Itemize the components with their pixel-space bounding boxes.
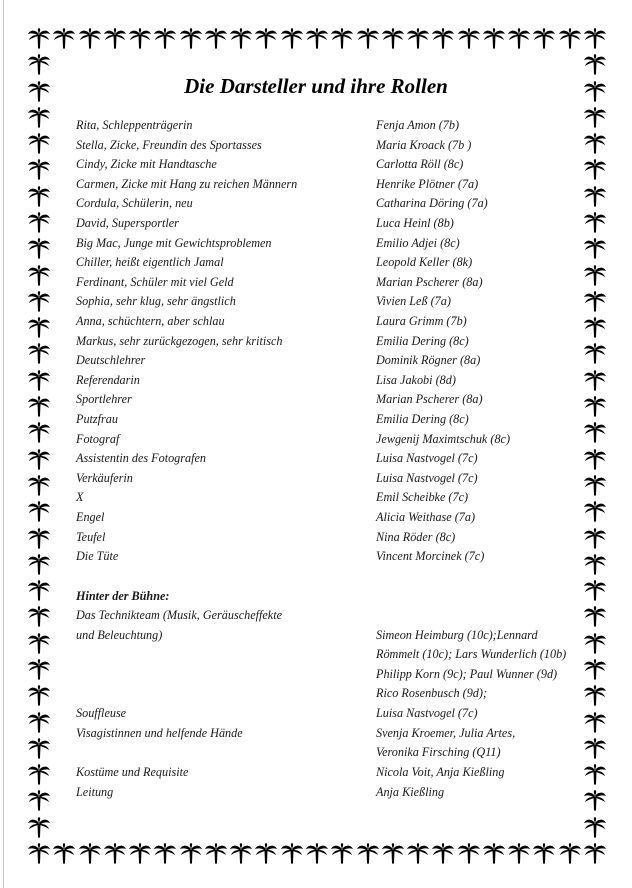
actor-name: Vivien Leß (7a) bbox=[376, 294, 451, 308]
actor-name: Luca Heinl (8b) bbox=[376, 216, 454, 230]
palm-tree-icon bbox=[230, 28, 252, 49]
page-title: Die Darsteller und ihre Rollen bbox=[184, 74, 448, 98]
palm-tree-icon bbox=[28, 554, 50, 575]
role-name: Sophia, sehr klug, sehr ängstlich bbox=[76, 294, 236, 308]
actor-name: Henrike Plötner (7a) bbox=[376, 177, 479, 191]
palm-tree-icon bbox=[584, 843, 606, 864]
role-name: Deutschlehrer bbox=[76, 353, 146, 367]
palm-tree-icon bbox=[584, 107, 606, 128]
palm-tree-icon bbox=[28, 291, 50, 312]
palm-tree-icon bbox=[584, 28, 606, 49]
visagisten-actor-line1: Svenja Kroemer, Julia Artes, bbox=[376, 726, 516, 740]
palm-tree-icon bbox=[584, 554, 606, 575]
palm-tree-icon bbox=[129, 843, 151, 864]
palm-tree-icon bbox=[28, 738, 50, 759]
actor-name: Alicia Weithase (7a) bbox=[376, 510, 476, 524]
palm-tree-icon bbox=[28, 133, 50, 154]
palm-tree-icon bbox=[255, 843, 277, 864]
souffleuse-actor: Luisa Nastvogel (7c) bbox=[376, 706, 478, 720]
role-name: Ferdinant, Schüler mit viel Geld bbox=[76, 275, 234, 289]
role-name: Anna, schüchtern, aber schlau bbox=[76, 314, 225, 328]
role-name: Assistentin des Fotografen bbox=[76, 451, 206, 465]
role-name: Engel bbox=[76, 510, 105, 524]
palm-tree-icon bbox=[458, 28, 480, 49]
technik-role-line1: Das Technikteam (Musik, Geräuscheffekte bbox=[76, 608, 283, 622]
palm-tree-icon bbox=[255, 28, 277, 49]
palm-tree-icon bbox=[79, 28, 101, 49]
palm-tree-icon bbox=[584, 133, 606, 154]
palm-tree-icon bbox=[331, 28, 353, 49]
palm-tree-icon bbox=[28, 370, 50, 391]
actor-name: Emilia Dering (8c) bbox=[376, 334, 469, 348]
technik-actor-line: Römmelt (10c); Lars Wunderlich (10b) bbox=[376, 647, 567, 661]
role-name: Teufel bbox=[76, 530, 106, 544]
palm-tree-icon bbox=[53, 843, 75, 864]
palm-tree-icon bbox=[584, 238, 606, 259]
palm-tree-icon bbox=[584, 501, 606, 522]
visagisten-role: Visagistinnen und helfende Hände bbox=[76, 726, 243, 740]
palm-tree-icon bbox=[584, 54, 606, 75]
palm-tree-icon bbox=[584, 528, 606, 549]
palm-tree-icon bbox=[28, 265, 50, 286]
palm-tree-icon bbox=[180, 843, 202, 864]
palm-tree-icon bbox=[584, 370, 606, 391]
actor-name: Luisa Nastvogel (7c) bbox=[376, 471, 478, 485]
technik-actor-line: Rico Rosenbusch (9d); bbox=[376, 686, 488, 700]
palm-tree-icon bbox=[584, 212, 606, 233]
actor-name: Fenja Amon (7b) bbox=[376, 118, 460, 132]
palm-tree-icon bbox=[382, 28, 404, 49]
palm-tree-icon bbox=[458, 843, 480, 864]
palm-tree-icon bbox=[28, 422, 50, 443]
palm-tree-icon bbox=[28, 28, 50, 49]
role-name: Die Tüte bbox=[76, 549, 119, 563]
palm-tree-icon bbox=[230, 843, 252, 864]
palm-tree-icon bbox=[28, 449, 50, 470]
souffleuse-role: Souffleuse bbox=[76, 706, 127, 720]
palm-tree-icon bbox=[28, 475, 50, 496]
palm-tree-icon bbox=[584, 449, 606, 470]
palm-tree-icon bbox=[584, 712, 606, 733]
palm-tree-icon bbox=[53, 28, 75, 49]
palm-tree-icon bbox=[483, 843, 505, 864]
palm-tree-icon bbox=[483, 28, 505, 49]
palm-tree-icon bbox=[508, 28, 530, 49]
role-name: David, Supersportler bbox=[76, 216, 179, 230]
role-name: X bbox=[76, 490, 84, 504]
palm-tree-icon bbox=[584, 738, 606, 759]
palm-tree-icon bbox=[28, 606, 50, 627]
palm-tree-icon bbox=[28, 580, 50, 601]
palm-tree-icon bbox=[584, 606, 606, 627]
actor-name: Luisa Nastvogel (7c) bbox=[376, 451, 478, 465]
role-name: Sportlehrer bbox=[76, 392, 132, 406]
palm-tree-icon bbox=[432, 28, 454, 49]
palm-tree-icon bbox=[205, 28, 227, 49]
palm-tree-icon bbox=[28, 317, 50, 338]
palm-tree-icon bbox=[559, 843, 581, 864]
palm-tree-icon bbox=[407, 28, 429, 49]
palm-tree-icon bbox=[28, 685, 50, 706]
actor-name: Laura Grimm (7b) bbox=[376, 314, 467, 328]
actor-name: Emil Scheibke (7c) bbox=[376, 490, 469, 504]
palm-tree-icon bbox=[432, 843, 454, 864]
palm-tree-icon bbox=[154, 843, 176, 864]
palm-tree-icon bbox=[104, 28, 126, 49]
palm-tree-icon bbox=[28, 712, 50, 733]
actor-name: Carlotta Röll (8c) bbox=[376, 157, 464, 171]
palm-tree-icon bbox=[382, 843, 404, 864]
palm-tree-icon bbox=[28, 54, 50, 75]
palm-tree-icon bbox=[584, 475, 606, 496]
palm-tree-icon bbox=[129, 28, 151, 49]
backstage-heading: Hinter der Bühne: bbox=[76, 589, 170, 603]
role-name: Big Mac, Junge mit Gewichtsproblemen bbox=[76, 236, 272, 250]
palm-tree-icon bbox=[154, 28, 176, 49]
palm-tree-icon bbox=[28, 633, 50, 654]
actor-name: Emilia Dering (8c) bbox=[376, 412, 469, 426]
visagisten-actor-line2: Veronika Firsching (Q11) bbox=[376, 745, 501, 759]
palm-tree-icon bbox=[28, 659, 50, 680]
actor-name: Lisa Jakobi (8d) bbox=[376, 373, 456, 387]
role-name: Stella, Zicke, Freundin des Sportasses bbox=[76, 138, 262, 152]
actor-name: Nina Röder (8c) bbox=[376, 530, 456, 544]
palm-tree-icon bbox=[584, 633, 606, 654]
role-name: Cindy, Zicke mit Handtasche bbox=[76, 157, 217, 171]
role-name: Markus, sehr zurückgezogen, sehr kritisch bbox=[76, 334, 283, 348]
palm-tree-icon bbox=[28, 817, 50, 838]
palm-tree-icon bbox=[584, 790, 606, 811]
role-name: Fotograf bbox=[76, 432, 120, 446]
actor-name: Vincent Morcinek (7c) bbox=[376, 549, 485, 563]
palm-tree-icon bbox=[28, 159, 50, 180]
palm-tree-icon bbox=[584, 186, 606, 207]
actor-name: Catharina Döring (7a) bbox=[376, 196, 488, 210]
technik-role-line2: und Beleuchtung) bbox=[76, 628, 163, 642]
palm-tree-icon bbox=[584, 422, 606, 443]
palm-tree-icon bbox=[28, 764, 50, 785]
palm-tree-icon bbox=[584, 685, 606, 706]
palm-tree-icon bbox=[584, 159, 606, 180]
palm-tree-icon bbox=[584, 265, 606, 286]
palm-tree-icon bbox=[584, 317, 606, 338]
actor-name: Marian Pscherer (8a) bbox=[376, 275, 483, 289]
palm-tree-icon bbox=[357, 843, 379, 864]
palm-tree-icon bbox=[281, 28, 303, 49]
palm-tree-icon bbox=[584, 291, 606, 312]
role-name: Carmen, Zicke mit Hang zu reichen Männern bbox=[76, 177, 298, 191]
role-name: Cordula, Schülerin, neu bbox=[76, 196, 193, 210]
palm-tree-icon bbox=[28, 843, 50, 864]
actor-name: Leopold Keller (8k) bbox=[376, 255, 473, 269]
technik-actor-line: Philipp Korn (9c); Paul Wunner (9d) bbox=[376, 667, 558, 681]
palm-tree-icon bbox=[28, 212, 50, 233]
palm-tree-icon bbox=[28, 186, 50, 207]
palm-tree-icon bbox=[28, 238, 50, 259]
role-name: Chiller, heißt eigentlich Jamal bbox=[76, 255, 224, 269]
palm-tree-icon bbox=[28, 790, 50, 811]
palm-tree-icon bbox=[306, 843, 328, 864]
actor-name: Dominik Rögner (8a) bbox=[376, 353, 481, 367]
palm-tree-icon bbox=[508, 843, 530, 864]
role-name: Putzfrau bbox=[76, 412, 118, 426]
palm-tree-icon bbox=[584, 580, 606, 601]
palm-tree-icon bbox=[407, 843, 429, 864]
palm-tree-icon bbox=[584, 659, 606, 680]
palm-tree-icon bbox=[180, 28, 202, 49]
palm-tree-icon bbox=[28, 343, 50, 364]
actor-name: Maria Kroack (7b ) bbox=[376, 138, 472, 152]
palm-tree-icon bbox=[205, 843, 227, 864]
palm-tree-icon bbox=[306, 28, 328, 49]
actor-name: Emilio Adjei (8c) bbox=[376, 236, 460, 250]
leitung-role: Leitung bbox=[76, 785, 114, 799]
palm-tree-icon bbox=[584, 817, 606, 838]
actor-name: Marian Pscherer (8a) bbox=[376, 392, 483, 406]
palm-tree-icon bbox=[28, 396, 50, 417]
role-name: Verkäuferin bbox=[76, 471, 133, 485]
role-name: Rita, Schleppenträgerin bbox=[76, 118, 193, 132]
technik-actor-line: Simeon Heimburg (10c);Lennard bbox=[376, 628, 538, 642]
palm-tree-icon bbox=[559, 28, 581, 49]
role-name: Referendarin bbox=[76, 373, 140, 387]
palm-tree-icon bbox=[357, 28, 379, 49]
kostueme-actor: Nicola Voit, Anja Kießling bbox=[376, 765, 505, 779]
palm-tree-icon bbox=[28, 528, 50, 549]
palm-tree-icon bbox=[28, 107, 50, 128]
kostueme-role: Kostüme und Requisite bbox=[76, 765, 189, 779]
palm-tree-icon bbox=[281, 843, 303, 864]
palm-tree-icon bbox=[104, 843, 126, 864]
palm-tree-icon bbox=[28, 501, 50, 522]
palm-tree-icon bbox=[584, 343, 606, 364]
palm-tree-icon bbox=[533, 28, 555, 49]
palm-tree-icon bbox=[533, 843, 555, 864]
actor-name: Jewgenij Maximtschuk (8c) bbox=[376, 432, 511, 446]
palm-tree-icon bbox=[79, 843, 101, 864]
palm-tree-icon bbox=[584, 396, 606, 417]
palm-tree-icon bbox=[331, 843, 353, 864]
palm-tree-icon bbox=[584, 764, 606, 785]
leitung-actor: Anja Kießling bbox=[376, 785, 445, 799]
